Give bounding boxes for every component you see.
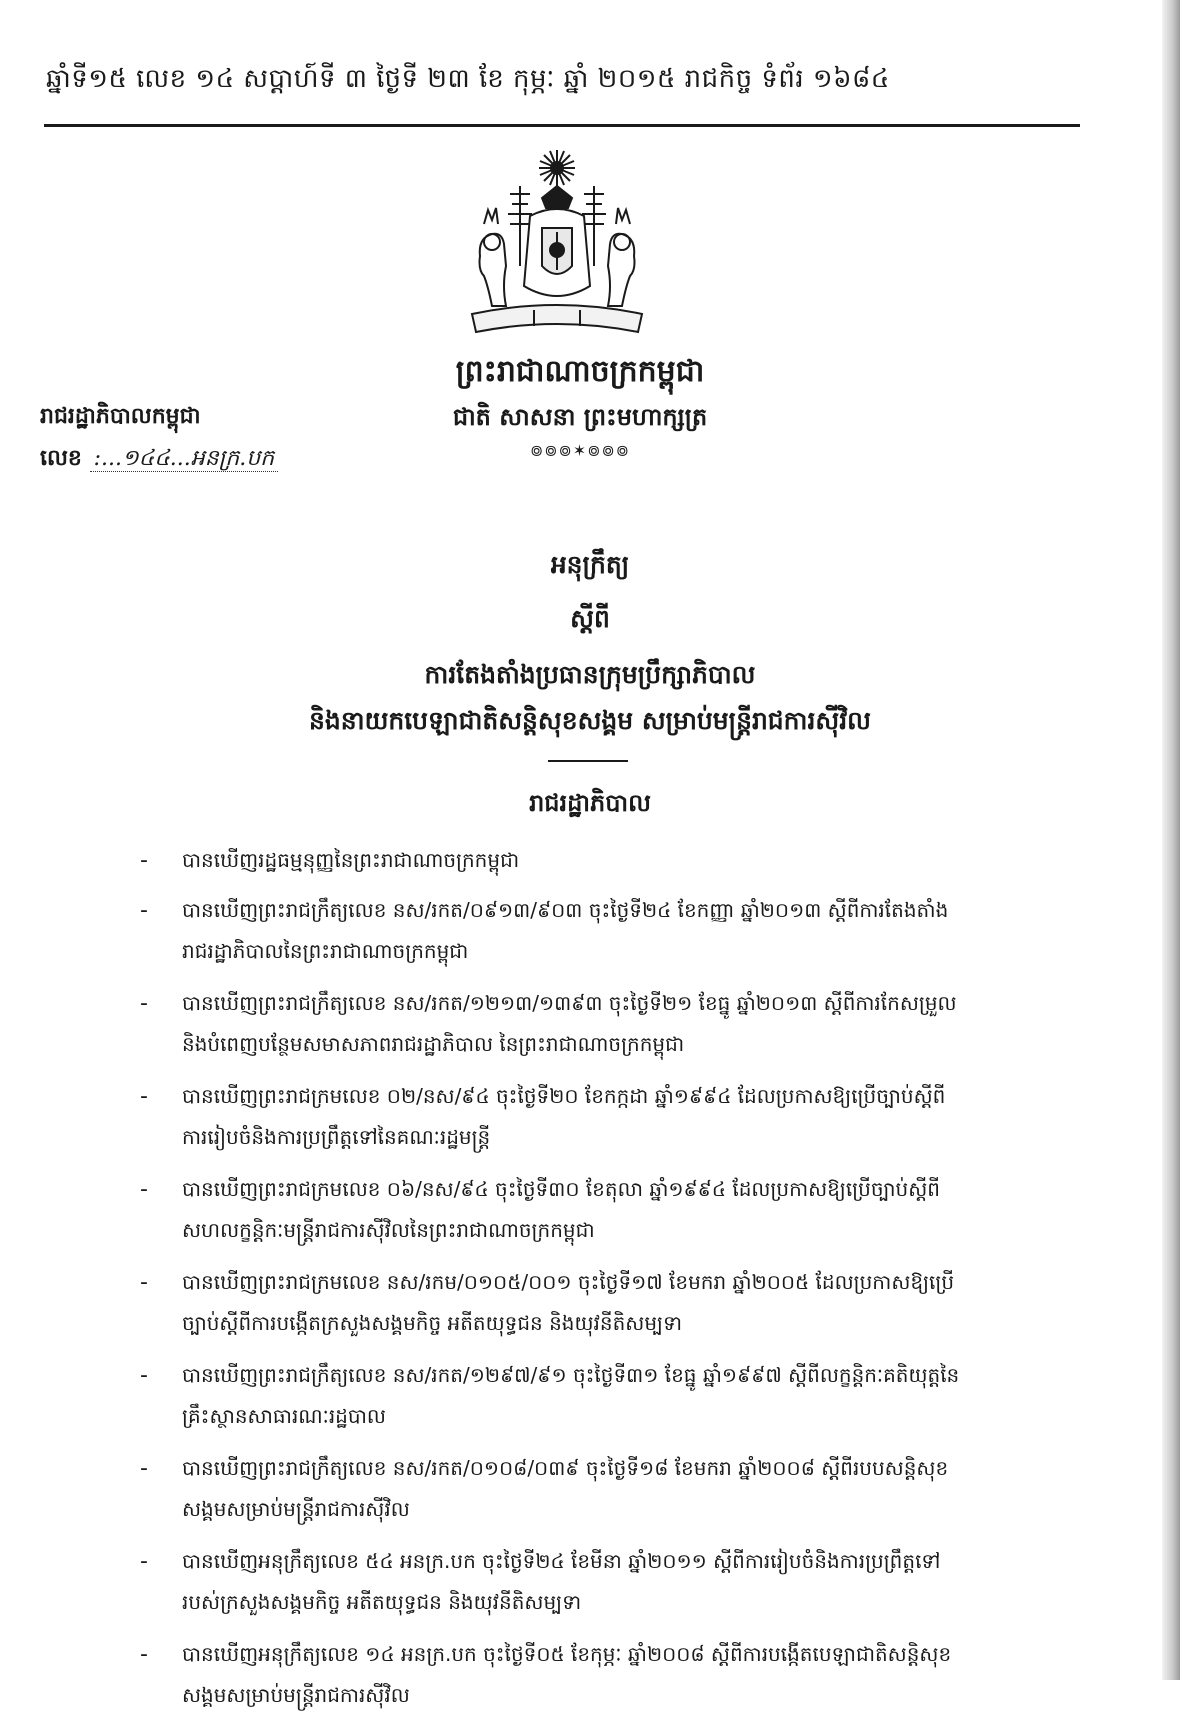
gazette-header: ឆ្នាំទី១៥ លេខ ១៤ សប្តាហ៍ទី ៣ ថ្ងៃទី ២៣ ខែ កុម្ភៈ ឆ្នាំ ២០១៥ រាជកិច្ច ទំព័រ ១៦៨៤ [46,64,890,94]
list-item-line: គ្រឹះស្ថានសាធារណៈរដ្ឋបាល [182,1404,386,1428]
list-dash: - [140,1270,148,1295]
list-item-line: បានឃើញអនុក្រឹត្យលេខ ១៤ អនក្រ.បក ចុះថ្ងៃទី០៥ ខែកុម្ភៈ ឆ្នាំ២០០៨ ស្តីពីការបង្កើតបេឡាជាតិសន្តិសុខ [182,1642,952,1666]
list-item-line: រាជរដ្ឋាភិបាលនៃព្រះរាជាណាចក្រកម្ពុជា [182,939,469,963]
considerations-list [140,840,1020,1727]
list-item [140,1262,1020,1344]
list-item-line: បានឃើញព្រះរាជក្រឹត្យលេខ នស/រកត/១២១៣/១៣៩៣ ចុះថ្ងៃទី២១ ខែធ្នូ ឆ្នាំ២០១៣ ស្តីពីការកែសម្រួល [182,991,957,1015]
header-rule [44,124,1080,127]
motto-ornament: ៙៙៙✶៙៙៙ [529,441,631,460]
scan-shadow-edge [1162,0,1180,1680]
document-number-label: លេខ [40,445,82,471]
list-item [140,983,1020,1065]
list-dash: - [140,1177,148,1202]
list-item-line: ច្បាប់ស្តីពីការបង្កើតក្រសួងសង្គមកិច្ច អតីតយុទ្ធជន និងយុវនីតិសម្បទា [182,1311,683,1335]
document-number-value: :...១៤៤...អនក្រ.បក [90,446,279,472]
list-item [140,1634,1020,1716]
list-item-line: បានឃើញព្រះរាជក្រឹត្យលេខ នស/រកត/១២៩៧/៩១ ចុះថ្ងៃទី៣១ ខែធ្នូ ឆ្នាំ១៩៩៧ ស្តីពីលក្ខន្តិកៈគតិយុត្តនៃ [182,1363,960,1387]
list-item-line: និងបំពេញបន្ថែមសមាសភាពរាជរដ្ឋាភិបាល នៃព្រះរាជាណាចក្រកម្ពុជា [182,1032,685,1056]
list-dash: - [140,1549,148,1574]
list-item-line: បានឃើញអនុក្រឹត្យលេខ ៥៤ អនក្រ.បក ចុះថ្ងៃទី២៤ ខែមីនា ឆ្នាំ២០១១ ស្តីពីការរៀបចំនិងការប្រព្រឹត្តទៅ [182,1549,941,1573]
royal-coat-of-arms-icon [462,146,652,344]
title-line-1: ការតែងតាំងប្រធានក្រុមប្រឹក្សាភិបាល [424,660,756,689]
list-dash: - [140,991,148,1016]
list-dash: - [140,1084,148,1109]
document-type: អនុក្រឹត្យ [550,550,630,579]
list-item-line: បានឃើញព្រះរាជក្រឹត្យលេខ នស/រកត/០១០៨/០៣៩ ចុះថ្ងៃទី១៨ ខែមករា ឆ្នាំ២០០៨ ស្តីពីរបបសន្តិសុខ [182,1456,949,1480]
list-item [140,890,1020,972]
list-item [140,840,1020,881]
list-dash: - [140,1642,148,1667]
list-item-line: ការរៀបចំនិងការប្រព្រឹត្តទៅនៃគណៈរដ្ឋមន្ត្រី [182,1125,491,1149]
list-dash: - [140,848,148,873]
list-item-line: សហលក្ខន្តិកៈមន្ត្រីរាជការស៊ីវិលនៃព្រះរាជាណាចក្រកម្ពុជា [182,1218,595,1242]
list-dash: - [140,1456,148,1481]
list-item-line: បានឃើញព្រះរាជក្រមលេខ ០៦/នស/៩៤ ចុះថ្ងៃទី៣០ ខែតុលា ឆ្នាំ១៩៩៤ ដែលប្រកាសឱ្យប្រើច្បាប់ស្តីពី [182,1177,940,1201]
list-item-line: សង្គមសម្រាប់មន្ត្រីរាជការស៊ីវិល [182,1497,410,1521]
list-item [140,1076,1020,1158]
list-item-line: បានឃើញរដ្ឋធម្មនុញ្ញនៃព្រះរាជាណាចក្រកម្ពុជា [182,848,520,872]
list-dash: - [140,898,148,923]
document-number [40,444,340,476]
issuer-heading: រាជរដ្ឋាភិបាល [529,788,651,817]
list-item-line: បានឃើញព្រះរាជក្រមលេខ ០២/នស/៩៤ ចុះថ្ងៃទី២០ ខែកក្កដា ឆ្នាំ១៩៩៤ ដែលប្រកាសឱ្យប្រើច្បាប់ស្តីពី [182,1084,946,1108]
title-divider [548,760,628,762]
list-item-line: របស់ក្រសួងសង្គមកិច្ច អតីតយុទ្ធជន និងយុវនីតិសម្បទា [182,1590,582,1614]
list-item-line: សង្គមសម្រាប់មន្ត្រីរាជការស៊ីវិល [182,1683,410,1707]
list-item-line: បានឃើញព្រះរាជក្រមលេខ នស/រកម/០១០៥/០០១ ចុះថ្ងៃទី១៧ ខែមករា ឆ្នាំ២០០៥ ដែលប្រកាសឱ្យប្រើ [182,1270,955,1294]
issuing-government: រាជរដ្ឋាភិបាលកម្ពុជា [40,403,201,429]
national-motto: ជាតិ សាសនា ព្រះមហាក្សត្រ [452,402,708,431]
kingdom-name: ព្រះរាជាណាចក្រកម្ពុជា [455,354,705,389]
title-line-2: និងនាយកបេឡាជាតិសន្តិសុខសង្គម សម្រាប់មន្ត្រីរាជការស៊ីវិល [309,706,871,735]
title-about: ស្តីពី [570,604,610,633]
list-item [140,1169,1020,1251]
list-dash: - [140,1363,148,1388]
list-item [140,1355,1020,1437]
list-item-line: បានឃើញព្រះរាជក្រឹត្យលេខ នស/រកត/០៩១៣/៩០៣ ចុះថ្ងៃទី២៤ ខែកញ្ញា ឆ្នាំ២០១៣ ស្តីពីការតែងតាំង [182,898,949,922]
list-item [140,1541,1020,1623]
list-item [140,1448,1020,1530]
